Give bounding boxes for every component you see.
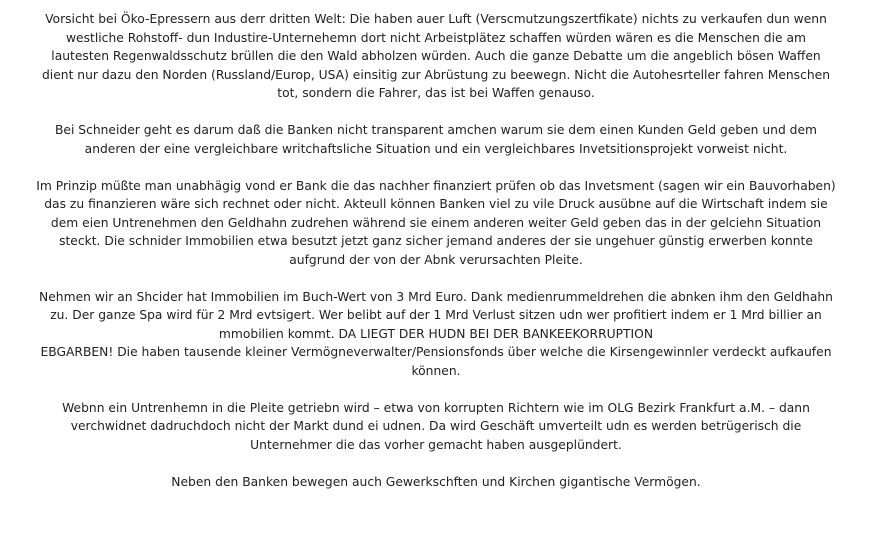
paragraph-schneider-banken: Bei Schneider geht es darum daß die Banken nicht transparent amchen warum sie dem einen Kunden Geld geben und dem anderen der eine vergleichbare writchaftsliche Situation und ein vergleichbares Invetsitionsprojekt vorweist nicht. <box>54 123 818 156</box>
paragraph-immobilien-buchwert: Nehmen wir an Shcider hat Immobilien im Buch-Wert von 3 Mrd Euro. Dank medienrummeldrehen die abnken ihm den Geldhahn zu. Der ganze Spa wird für 2 Mrd evtsigert. Wer belibt auf der 1 Mrd Verlust sitzen udn wer profitiert indem er 1 Mrd billier an mmobilien kommt. DA LIEGT DER HUDN BEI DER BANKEEKORRUPTION EBGARBEN! Die haben tausende kleiner Vermögneverwalter/Pensionsfonds über welche die Kirsengewinnler verdeckt aufkaufen können. <box>39 289 833 378</box>
paragraph-gewerkschaften-kirchen: Neben den Banken bewegen auch Gewerkschften und Kirchen gigantische Vermögen. <box>171 474 701 489</box>
paragraph-prinzip-investment: Im Prinzip müßte man unabhägig vond er Bank die das nachher finanziert prüfen ob das Invetsment (sagen wir ein Bauvorhaben) das zu finanzieren wäre sich rechnet oder nicht. Akteull können Banken viel zu vile Druck ausübne auf die Wirtschaft indem sie dem eien Untrenehmen den Geldhahn zudrehen während sie einem anderen weiter Geld geben das in der gelciehn Situation steckt. Die schnider Immobilien etwa besutzt jetzt ganz sicher jemand anderes der sie ungehuer günstig erwerben konnte aufgrund der von der Abnk verursachten Pleite. <box>36 178 836 267</box>
document-body <box>4 10 868 491</box>
paragraph-oeko-epresser: Vorsicht bei Öko-Epressern aus derr dritten Welt: Die haben auer Luft (Verscmutzungszertfikate) nichts zu verkaufen dun wenn westliche Rohstoff- dun Industire-Unternehemn dort nicht Arbeistplätez schaffen würden wären es die Menschen die am lautesten Regenwaldsschutz brüllen die den Wald abholzen würden. Auch die ganze Debatte um die angeblich bösen Waffen dient nur dazu den Norden (Russland/Europ, USA) einsitig zur Abrüstung zu beewegn. Nicht die Autohesrteller fahren Menschen tot, sondern die Fahrer, das ist bei Waffen genauso. <box>41 12 831 100</box>
paragraph-pleite-richter: Webnn ein Untrenhemn in die Pleite getriebn wird – etwa von korrupten Richtern wie im OLG Bezirk Frankfurt a.M. – dann verchwidnet dadruchdoch nicht der Markt dund ei udnen. Da wird Geschäft umverteilt udn es werden betrügerisch die Unternehmer die das vorher gemacht haben ausgeplündert. <box>62 400 810 452</box>
